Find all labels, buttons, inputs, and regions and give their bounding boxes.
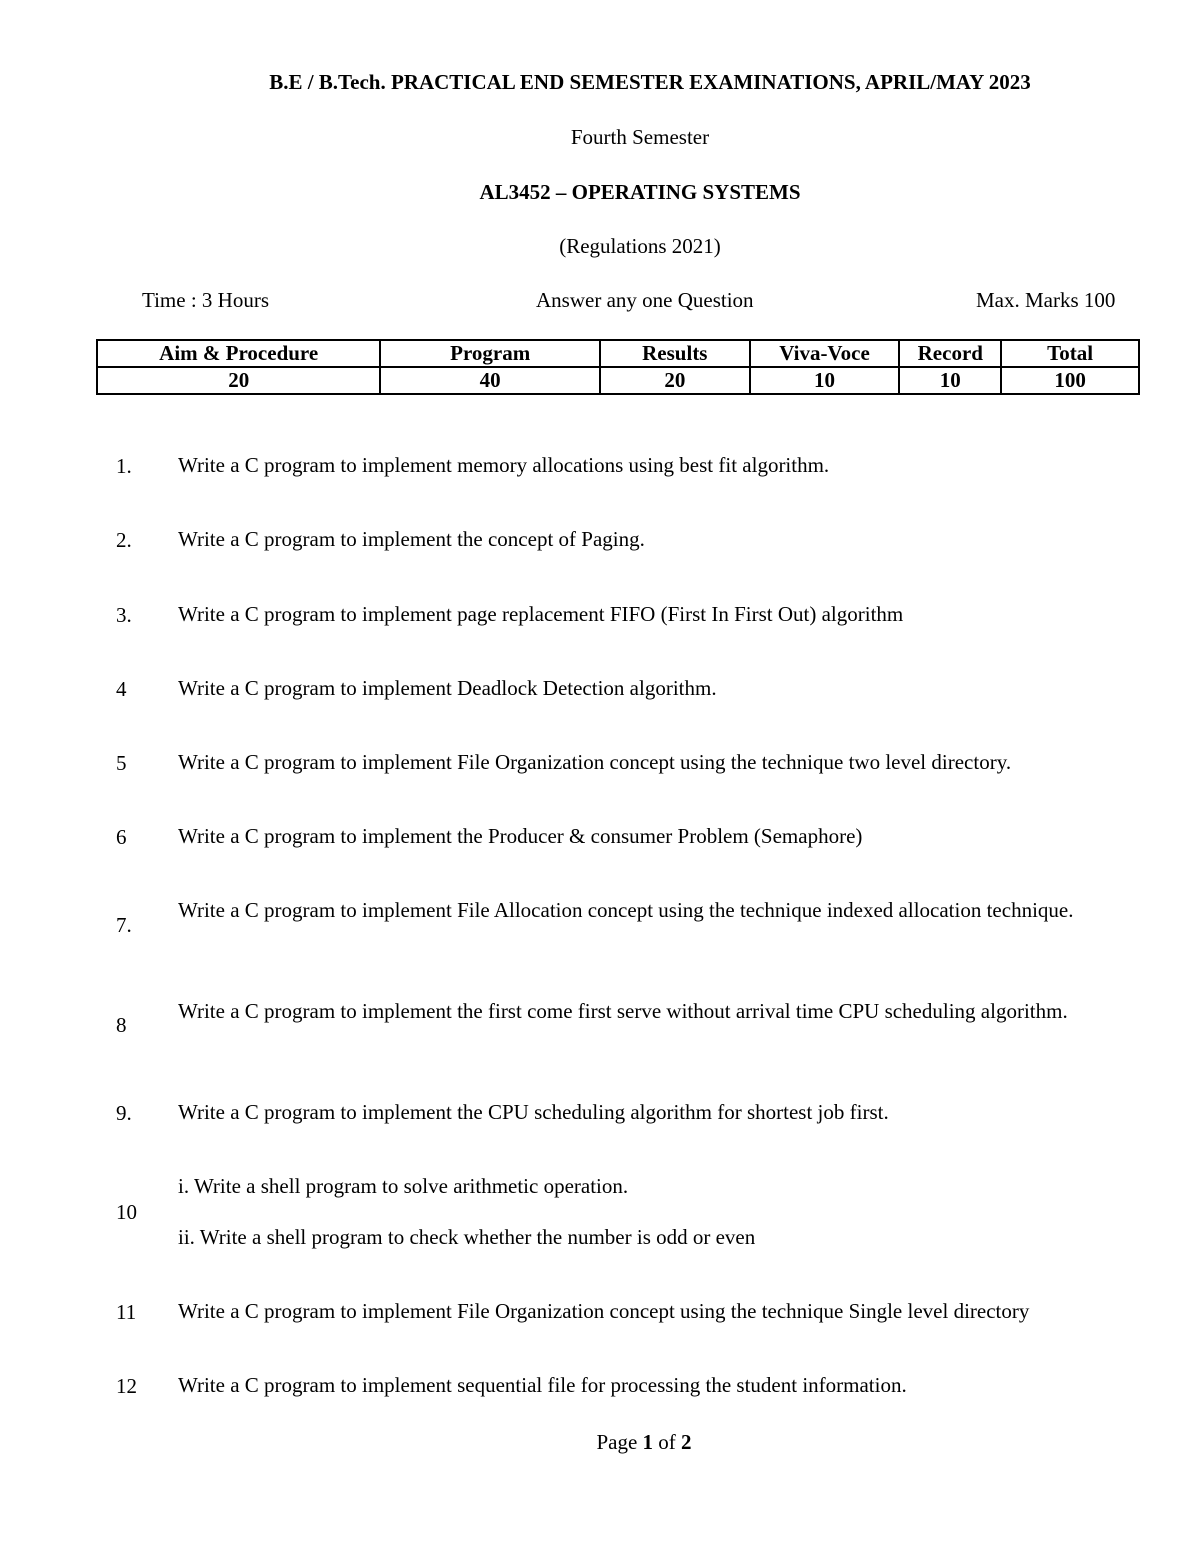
table-cell: 40 [380,367,600,394]
question-text: Write a C program to implement File Allocation concept using the technique indexed allocation technique. [178,898,1074,922]
table-cell: 20 [600,367,750,394]
exam-instruction: Answer any one Question [536,288,754,312]
table-cell: 10 [750,367,900,394]
question-number: 10 [116,1200,137,1224]
question-number: 12 [116,1374,137,1398]
time-duration: Time : 3 Hours [142,288,269,312]
of-word: of [658,1430,676,1454]
question-number: 9. [116,1101,132,1125]
table-header-cell: Results [600,340,750,367]
table-header-cell: Viva-Voce [750,340,900,367]
table-cell: 10 [899,367,1001,394]
page-indicator [0,1430,1200,1455]
table-header-row [97,340,1139,367]
question-number: 4 [116,677,127,701]
question-number: 7. [116,913,132,937]
table-header-cell: Program [380,340,600,367]
marks-distribution-table [96,339,1140,395]
table-cell: 100 [1001,367,1139,394]
question-number: 8 [116,1013,127,1037]
question-number: 5 [116,751,127,775]
question-number: 2. [116,528,132,552]
page-total: 2 [681,1430,692,1454]
question-text-part-i: i. Write a shell program to solve arithmetic operation. [178,1174,629,1198]
semester-label: Fourth Semester [570,125,710,149]
question-number: 3. [116,603,132,627]
question-text: Write a C program to implement sequential file for processing the student information. [178,1373,907,1397]
question-text-part-ii: ii. Write a shell program to check whether the number is odd or even [178,1225,756,1249]
question-text: Write a C program to implement the CPU scheduling algorithm for shortest job first. [178,1100,889,1124]
question-text: Write a C program to implement the first come first serve without arrival time CPU scheduling algorithm. [178,999,1068,1023]
max-marks: Max. Marks 100 [976,288,1116,312]
question-text: Write a C program to implement the concept of Paging. [178,527,645,551]
question-text: Write a C program to implement File Organization concept using the technique Single level directory [178,1299,1030,1323]
page-current: 1 [642,1430,654,1454]
question-text: Write a C program to implement page replacement FIFO (First In First Out) algorithm [178,602,904,626]
question-text: Write a C program to implement memory allocations using best fit algorithm. [178,453,830,477]
regulations-label: (Regulations 2021) [559,234,721,258]
table-header-cell: Record [899,340,1001,367]
subject-title: AL3452 – OPERATING SYSTEMS [479,180,801,204]
question-text: Write a C program to implement File Organization concept using the technique two level directory. [178,750,1012,774]
table-header-cell: Aim & Procedure [97,340,380,367]
question-text: Write a C program to implement the Producer & consumer Problem (Semaphore) [178,824,863,848]
table-header-cell: Total [1001,340,1139,367]
question-text: Write a C program to implement Deadlock Detection algorithm. [178,676,717,700]
question-number: 1. [116,454,132,478]
question-number: 11 [116,1300,137,1324]
page-word: Page [596,1430,638,1454]
table-cell: 20 [97,367,380,394]
table-row [97,367,1139,394]
question-number: 6 [116,825,127,849]
exam-title: B.E / B.Tech. PRACTICAL END SEMESTER EXAMINATIONS, APRIL/MAY 2023 [269,70,1031,94]
